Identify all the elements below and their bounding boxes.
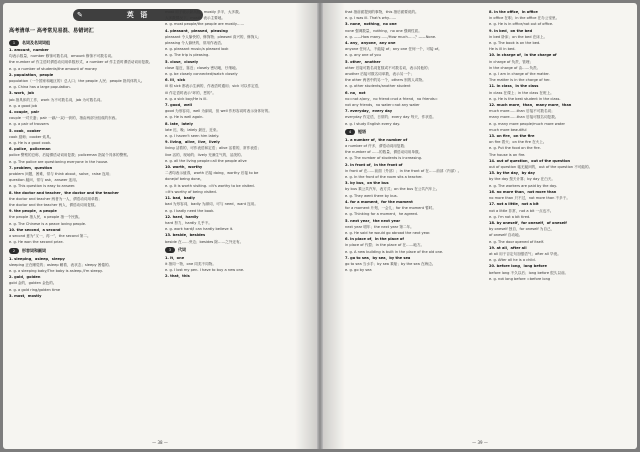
text-line: The matter is in the charge of her. <box>489 78 551 83</box>
text-line: that 指前面提到的事物，this 指后面要说的。 <box>345 10 419 14</box>
text-line: not any friends，no water=not any water <box>345 103 420 108</box>
example-line: e. g. I lost my pen. I have to buy a new one. <box>165 268 245 273</box>
entry-heading: 12. hard，hardly <box>165 214 199 219</box>
text-line: of oneself 自动地。 <box>489 233 523 238</box>
example-line: e. g. most people/the people are mostly…… <box>165 22 245 27</box>
pen-icon: ✎ <box>77 11 83 19</box>
right-column-2 <box>489 9 635 282</box>
example-line: e. g. work hard/I can hardly believe it. <box>165 227 234 232</box>
example-line: e. g. a sleeping baby/The baby is asleep./I'm sleepy. <box>9 268 103 273</box>
entry-heading: 10. worth，worthy <box>165 165 203 170</box>
text-line: job 指具体的工作，work 为不可数名词，job 为可数名词。 <box>9 97 104 102</box>
text-line: it 指同一物，one 同类不同物。 <box>165 261 216 266</box>
entry-heading: 11. bad，badly <box>165 196 195 201</box>
text-line: out of question 毫无疑问的，out of the question 不可能的。 <box>489 165 593 170</box>
example-line: e. g. all the living people=all the people alive <box>165 158 247 163</box>
text-line: the people 指人民，a people 指一个民族。 <box>9 215 82 220</box>
text-line: the other 两者中的另一个，others 别的人或物。 <box>345 78 426 83</box>
example-line: e. g. I am in charge of the matter. <box>489 72 550 77</box>
text-line: population（一个国家和地区的）总人口；the people 人民；people 指具体的人。 <box>9 79 145 84</box>
section-heading <box>165 247 311 254</box>
section-label: 短语 <box>358 129 366 135</box>
text-line: in class 在课上；in the class 在班上。 <box>489 90 554 95</box>
example-line: e. g. I haven't seen him lately. <box>165 134 220 139</box>
text-line: close 接近，靠近；closely 密切地，仔细地。 <box>165 65 240 70</box>
chapter-title: 高考清单一 高考常见易混、易错词汇 <box>9 28 94 34</box>
entry-heading: 13. on fire，on the fire <box>489 134 535 139</box>
entry-heading: 3. work，job <box>9 91 34 96</box>
text-line: police 警察的总称，后接谓语动词用复数；policeman 指某个具体的警察。 <box>9 153 131 158</box>
text-line: hard 努力，hardly 几乎不。 <box>165 220 212 225</box>
text-line: The house is on fire. <box>489 152 526 157</box>
entry-heading: 4. any，anyone，any one <box>345 41 396 46</box>
text-line: before long 不久以后；long before 很久以前。 <box>489 270 569 275</box>
example-line: e. g. The number of students is increasing. <box>345 156 423 161</box>
text-line: in the charge of 由……负责。 <box>489 65 541 70</box>
text-line: a number of 许多，谓语动词用复数； <box>345 144 408 149</box>
text-line: at all 用于否定句加强语气；after all 毕竟。 <box>489 251 561 256</box>
entry-heading: 10. the second，a second <box>9 227 61 232</box>
entry-heading: 3. by bus，on the bus <box>345 181 389 186</box>
entry-heading: 4. couple，pair <box>9 110 40 115</box>
entry-heading: 5. cook，cooker <box>9 128 41 133</box>
section-number-badge: 3 <box>165 247 175 253</box>
entry-heading: 6. no，not <box>345 90 366 95</box>
text-line: ill 和 sick 都表示生病的，作表语时通用；sick 可以作定语， <box>165 84 262 89</box>
entry-heading: 7. go to sea，by sea，by the sea <box>345 255 411 260</box>
text-line: problem 问题，困难，常与 think about，solve，raise 连用； <box>9 172 113 177</box>
text-line: in bed 卧床；on the bed 在床上。 <box>489 34 548 39</box>
section-heading <box>9 39 155 46</box>
example-line: e. g. He is the best student in the class. <box>489 96 561 101</box>
text-line: couple 一对夫妻；pair 一副/一双/一套的，指由两部分组成的东西。 <box>9 116 119 121</box>
example-line: e. g. a pair of trousers <box>9 122 49 127</box>
text-line: most 用于表示最高级，mostly 多半，大多数。 <box>165 10 243 14</box>
entry-heading: 2. in front of，in the front of <box>345 162 403 167</box>
text-line: a second 意为“又一，再一”，the second 第二。 <box>9 234 91 239</box>
text-line: question 疑问，常与 ask，answer 连用。 <box>9 178 80 183</box>
entry-heading: 1. it，one <box>165 255 185 260</box>
entry-heading: 1. a number of，the number of <box>345 137 408 142</box>
left-column-2 <box>165 9 311 280</box>
text-line: in front of 在……前面（外部）；in the front of 在……前部（内部）。 <box>345 168 462 173</box>
entry-heading: 11. in class，in the class <box>489 84 539 89</box>
section-number-badge: 4 <box>345 129 355 135</box>
entry-heading: 7. everyday，every day <box>345 109 393 114</box>
text-line: in place of 代替；in the place of 在……地方。 <box>345 243 425 248</box>
entry-heading: 2. population，people <box>9 72 54 77</box>
entry-heading: 2. that，this <box>165 274 190 279</box>
left-page <box>3 3 317 449</box>
example-line: e. g. pleasant music/a pleased look <box>165 47 229 52</box>
entry-heading: 1. amount，number <box>9 48 49 52</box>
page-number: — 39 — <box>472 440 488 445</box>
page-number: — 38 — <box>152 440 168 445</box>
example-line: e. g. The book is on the bed. <box>489 41 541 46</box>
text-line: the doctor and teacher 两者为一人，谓语动词用单数； <box>9 196 102 201</box>
text-line: for a moment 片刻，一会儿；for the moment 暂时。 <box>345 206 436 211</box>
entry-heading: 16. no more than，not more than <box>489 189 557 194</box>
text-line: not a little 非常，not a bit 一点也不。 <box>489 208 554 213</box>
example-line: e. g. Put the food on the fire. <box>489 146 541 151</box>
section-heading <box>345 129 491 136</box>
entry-heading: 6. police，policeman <box>9 147 51 152</box>
example-line: e. g. a good job <box>9 103 37 108</box>
text-line: other 后接可数名词复数或不可数名词，表示其他的； <box>345 65 432 70</box>
example-line: e. g. They went there by bus. <box>345 193 398 198</box>
text-line: by bus 乘公共汽车，表方式；on the bus 在公共汽车上。 <box>345 187 440 192</box>
text-line: ill 作定语时表示“坏的，恶的”。 <box>165 90 216 95</box>
text-line: much more beautiful <box>489 127 527 132</box>
example-line: e. g. China has a large population. <box>9 85 71 90</box>
right-column-1 <box>345 9 491 273</box>
text-line: pleasant 令人愉快的，修饰物；pleased 高兴的，修饰人； <box>165 34 262 39</box>
example-line: e. g. a gold ring/golden time <box>9 287 61 292</box>
text-line: no=not a/any，no friend=not a friend，no friends= <box>345 96 438 101</box>
entry-heading: 3. most，mostly <box>9 293 42 298</box>
text-line: everyday 作定语，日常的；every day 每天，作状语。 <box>345 115 436 120</box>
example-line: e. g. other students/another student <box>345 84 411 89</box>
text-line: by oneself 独自，for oneself 为自己， <box>489 227 555 232</box>
text-line: live 活的，现场的；lively 充满生气的，活泼的。 <box>165 152 245 157</box>
example-line: e. g. ——How many……/How much……？——None. <box>345 34 437 39</box>
example-line: e. g. I'm not a bit tired. <box>489 214 531 219</box>
text-line: 大多数情况下，mostly 表示主要地。 <box>165 16 225 21</box>
example-line: e. g. The workers are paid by the day. <box>489 183 557 188</box>
entry-heading: 9. the people，a people <box>9 209 57 214</box>
example-line: e. g. many more people/much more water <box>489 121 566 126</box>
text-line: =It's worthy of being visited. <box>165 189 217 194</box>
text-line: in office 在职；in the office 在办公室里。 <box>489 16 560 21</box>
entry-heading: 6. ill，sick <box>165 78 186 83</box>
example-line: e. g. be closely connected/watch closely <box>165 72 238 77</box>
example-line: e. g. The police are questioning everyone in the house. <box>9 159 109 164</box>
entry-heading: 2. gold，golden <box>9 275 41 280</box>
text-line: on fire 着火；on the fire 在火上。 <box>489 140 547 145</box>
entry-heading: 5. other，another <box>345 59 381 64</box>
text-line: by the day 按天计算；by day 在白天。 <box>489 177 555 182</box>
text-line: another 后接可数名词单数，表示另一个； <box>345 72 415 77</box>
example-line: e. g. This question is easy to answer. <box>9 184 76 189</box>
section-label: 名词及名词词组 <box>22 39 50 45</box>
entry-heading: 4. for a moment，for the moment <box>345 199 413 204</box>
entry-heading: 12. much more，than，many more，than <box>489 103 572 108</box>
entry-heading: 1. sleeping，asleep，sleepy <box>9 256 65 261</box>
example-line: e. g. any one of you <box>345 53 381 58</box>
text-line: much more……than 后接不可数名词； <box>489 109 555 114</box>
subject-title: 英 语 <box>126 10 150 19</box>
text-line: 二者均表示值得，worth 后接 doing，worthy 后接 to be <box>165 171 259 176</box>
example-line: e. g. The door opened of itself. <box>489 239 545 244</box>
entry-heading: 18. by oneself，for oneself，of oneself <box>489 220 567 225</box>
text-line: He is ill in bed. <box>489 47 516 52</box>
text-line: the doctor and the teacher 两人，谓语动词用复数。 <box>9 203 99 208</box>
section-heading <box>9 248 155 255</box>
left-column-1 <box>9 37 155 299</box>
text-line: e. g. The trip is pleasing. <box>165 53 210 58</box>
example-line: e. g. I badly need the book. <box>165 208 215 213</box>
entry-heading: 9. in bed，on the bed <box>489 28 533 33</box>
text-line: living 活着的，可作表语和定语；alive 活着的，常作表语； <box>165 146 261 151</box>
text-line: many more……than 后接可数名词复数。 <box>489 115 559 120</box>
example-line: e. g. Thinking for a moment，he agreed. <box>345 212 419 217</box>
entry-heading: 7. problem，question <box>9 165 53 170</box>
example-line: e. g. a number of students/the amount of money <box>9 66 97 71</box>
text-line: 均表示数量，number 修饰可数名词，amount 修饰不可数名词。 <box>9 54 115 59</box>
example-line: e. g. A new building is built in the place of the old one. <box>345 249 444 254</box>
entry-heading: 14. out of question，out of the question <box>489 158 571 163</box>
entry-heading: 9. living，alive，live，lively <box>165 140 220 145</box>
entry-heading: 13. beside，besides <box>165 233 206 238</box>
example-line: e. g. He won the second prize. <box>9 240 64 245</box>
right-page <box>323 3 637 449</box>
example-line: e. g. a sick boy/He is ill. <box>165 96 208 101</box>
example-line: e. g. In the front of the room sits a teacher. <box>345 175 423 180</box>
example-line: e. g. He is in office/not out of office. <box>489 22 554 27</box>
entry-heading: 10. in charge of，in the charge of <box>489 53 557 58</box>
entry-heading: 15. by the day，by day <box>489 171 535 176</box>
text-line: the number of 作主语时谓语动词用单数形式，a number of 作主语时谓语动词用复数。 <box>9 60 153 65</box>
text-line: gold 金的，golden 金色的。 <box>9 281 57 286</box>
text-line: done/of being done。 <box>165 177 204 182</box>
text-line: none 强调数量，nothing，no one 强调性质。 <box>345 28 422 33</box>
example-line: e. g. He is well again. <box>165 115 204 120</box>
example-line: e. g. I was ill. That's why…… <box>345 16 397 21</box>
entry-heading: 7. good，well <box>165 103 193 108</box>
text-line: good 为形容词，well 为副词，但 well 作形容词时表示身体好的。 <box>165 109 272 114</box>
entry-heading: 19. at all，after all <box>489 245 527 250</box>
text-line: bad 为形容词，badly 为副词，可与 need，want 连用。 <box>165 202 258 207</box>
section-label: 代词 <box>178 247 186 253</box>
example-line: e. g. The Chinese is a peace loving people. <box>9 221 87 226</box>
entry-heading: 20. before long，long before <box>489 264 547 269</box>
example-line: e. g. He is a good cook. <box>9 141 52 146</box>
text-line: beside 在……旁边；besides 除……之外还有。 <box>165 239 244 244</box>
entry-heading: 8. late，lately <box>165 121 193 126</box>
entry-heading: 5. next year，the next year <box>345 218 401 223</box>
text-line: anyone 任何人，不能接 of；any one 任何一个，可接 of。 <box>345 47 442 52</box>
example-line: e. g. After all he is a child. <box>489 258 536 263</box>
example-line: e. g. go by sea <box>345 268 372 273</box>
example-line: e. g. He said he would go abroad the next year. <box>345 230 431 235</box>
section-label: 形容词和副词 <box>22 248 46 253</box>
text-line: in charge of 负责，管理； <box>489 59 534 64</box>
text-line: cook 厨师；cooker 炊具。 <box>9 134 54 139</box>
entry-heading: 5. close，closely <box>165 59 199 64</box>
entry-heading: 8. the doctor and teacher，the doctor and the teacher <box>9 190 119 195</box>
entry-heading: 8. in the office，in office <box>489 10 538 14</box>
section-number-badge: 2 <box>9 248 19 254</box>
entry-heading: 3. none，nothing，no one <box>345 22 397 27</box>
text-line: no more than 只不过，not more than 不多于。 <box>489 196 570 201</box>
text-line: sleeping 正在睡觉的；asleep 睡着，表状态；sleepy 困倦的。 <box>9 262 113 267</box>
entry-heading: 4. pleasant，pleased，pleasing <box>165 28 228 33</box>
text-line: pleasing 令人愉快的，常用作表语。 <box>165 41 225 46</box>
text-line: next year 明年；the next year 第二年。 <box>345 224 414 229</box>
example-line: e. g. not long before =before long <box>489 276 551 281</box>
example-line: e. g. I study English every day. <box>345 121 401 126</box>
text-line: the number of ……的数量，谓语动词用单数。 <box>345 150 423 155</box>
example-line: e. g. It is worth visiting. =It's worthy to be visited. <box>165 183 255 188</box>
entry-heading: 17. not a little，not a bit <box>489 202 539 207</box>
text-line: go to sea 当水手；by sea 乘船；by the sea 在海边。 <box>345 261 436 266</box>
text-line: late 迟，晚；lately 最近，近来。 <box>165 127 220 132</box>
section-number-badge: 1 <box>9 40 19 46</box>
entry-heading: 6. in place of，in the place of <box>345 237 404 242</box>
